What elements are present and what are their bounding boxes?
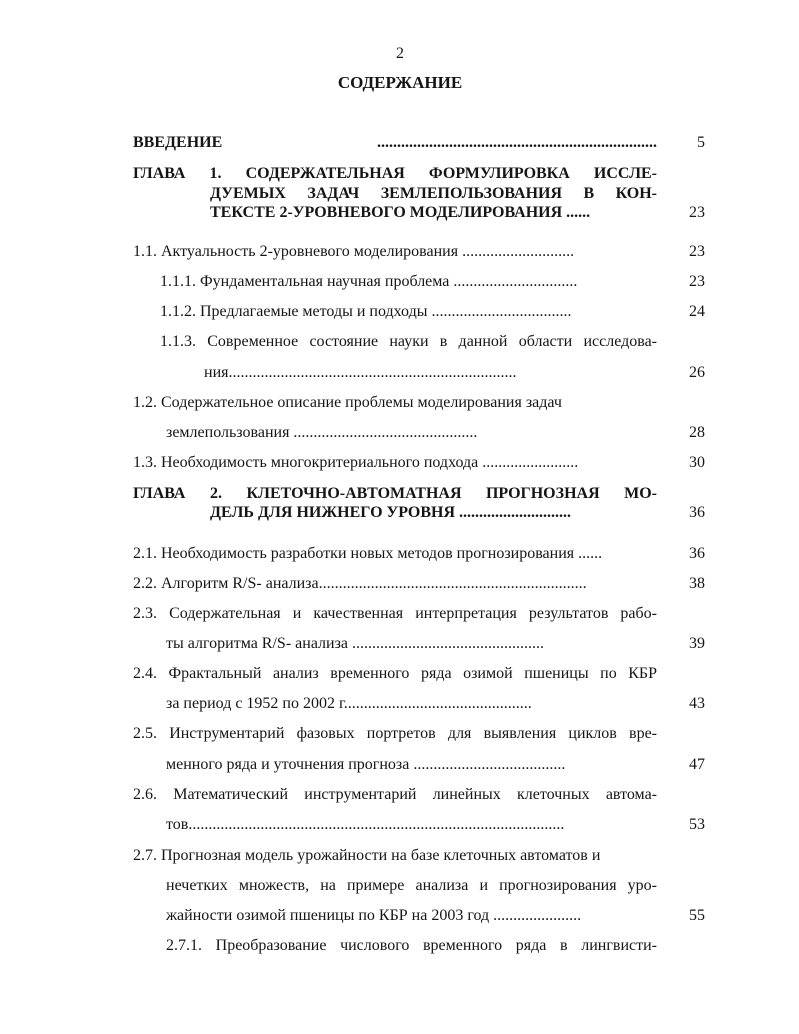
toc-entry-text: 2.7.1. Преобразование числового временного ряда в лингвисти- [166,937,657,954]
toc-page-number: 30 [689,454,705,471]
toc-page-number: 24 [689,303,705,320]
toc-entry-text: 1.2. Содержательное описание проблемы моделирования задач [133,394,562,411]
toc-entry-text: ния........................................................................ [204,364,517,381]
toc-page-number: 23 [689,243,705,260]
toc-page-number: 23 [689,204,705,221]
toc-page-number: 26 [689,364,705,381]
toc-page-number: 53 [689,816,705,833]
page-number: 2 [396,45,404,62]
toc-entry-text: ГЛАВА 1. СОДЕРЖАТЕЛЬНАЯ ФОРМУЛИРОВКА ИССЛЕ- [133,165,657,182]
toc-page-number: 39 [689,635,705,652]
toc-entry-text: 1.3. Необходимость многокритериального подхода ........................ [133,454,579,471]
page-title: СОДЕРЖАНИЕ [337,73,463,92]
toc-page-number: 36 [689,504,705,521]
toc-entry-text: ВВЕДЕНИЕ ...................................................................... [133,134,657,151]
toc-entry-text: тов.............................................................................................. [166,816,565,833]
toc-entry-text: 2.7. Прогнозная модель урожайности на базе клеточных автоматов и [133,847,601,864]
toc-page-number: 23 [689,273,705,290]
toc-entry-text: 2.4. Фрактальный анализ временного ряда озимой пшеницы по КБР [133,665,657,682]
toc-entry-text: 1.1.3. Современное состояние науки в данной области исследова- [160,333,657,350]
toc-entry-text: 2.5. Инструментарий фазовых портретов для выявления циклов вре- [133,725,657,742]
toc-entry-text: 2.3. Содержательная и качественная интерпретация результатов рабо- [133,605,657,622]
toc-entry-text: ТЕКСТЕ 2-УРОВНЕВОГО МОДЕЛИРОВАНИЯ ...... [210,204,591,221]
toc-page-number: 38 [689,575,705,592]
toc-entry-text: 1.1.2. Предлагаемые методы и подходы ................................... [160,303,572,320]
toc-entry-text: ДЕЛЬ ДЛЯ НИЖНЕГО УРОВНЯ ............................ [210,504,572,521]
toc-entry-text: жайности озимой пшеницы по КБР на 2003 год ...................... [166,907,582,924]
toc-page-number: 55 [689,907,705,924]
toc-entry-text: 2.1. Необходимость разработки новых методов прогнозирования ...... [133,545,603,562]
toc-entry-text: за период с 1952 по 2002 г............................................... [166,695,532,712]
toc-page-number: 28 [689,424,705,441]
toc-entry-text: менного ряда и уточнения прогноза ...................................... [166,756,566,773]
toc-page-number: 47 [689,756,705,773]
toc-entry-text: 2.2. Алгоритм R/S- анализа................................................................... [133,575,587,592]
toc-entry-text: ДУЕМЫХ ЗАДАЧ ЗЕМЛЕПОЛЬЗОВАНИЯ В КОН- [210,185,657,202]
toc-entry-text: землепользования .............................................. [166,424,478,441]
toc-page-number: 43 [689,695,705,712]
toc-entry-text: 1.1.1. Фундаментальная научная проблема ............................... [160,273,578,290]
toc-entry-text: нечетких множеств, на примере анализа и прогнозирования уро- [166,877,657,894]
toc-entry-text: 2.6. Математический инструментарий линейных клеточных автома- [133,786,657,803]
toc-entry-text: 1.1. Актуальность 2-уровневого моделирования ............................ [133,243,575,260]
toc-entry-text: ты алгоритма R/S- анализа ................................................ [166,635,545,652]
toc-page-number: 36 [689,545,705,562]
toc-entry-text: ГЛАВА 2. КЛЕТОЧНО-АВТОМАТНАЯ ПРОГНОЗНАЯ МО- [133,485,657,502]
toc-page-number: 5 [697,134,705,151]
